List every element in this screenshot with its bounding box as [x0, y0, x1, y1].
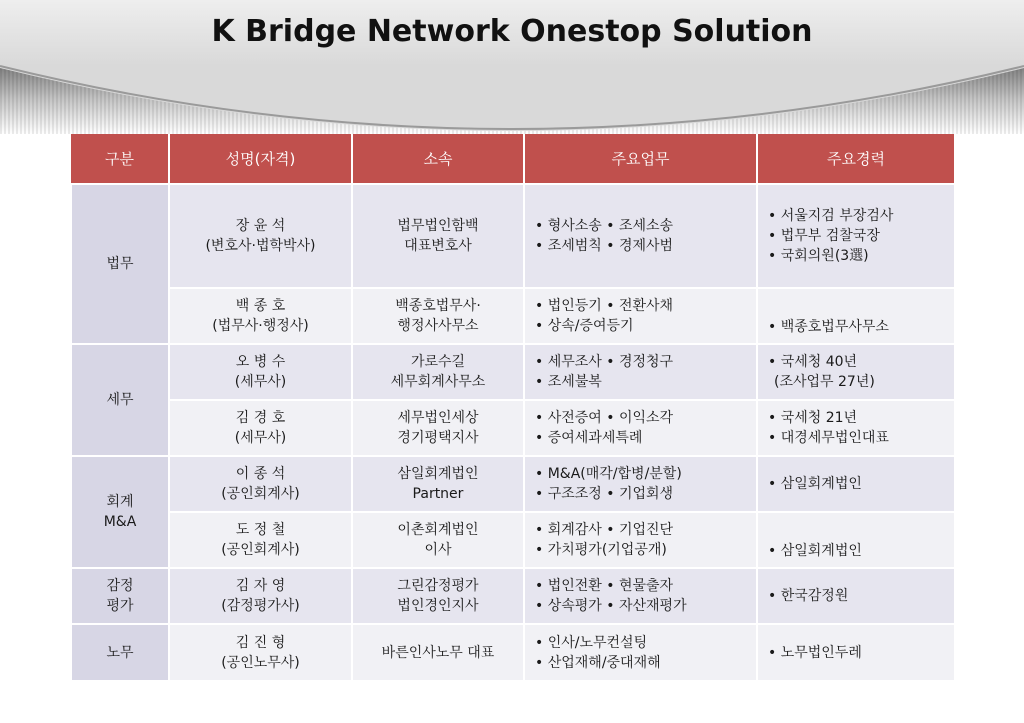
person-name: 오 병 수: [235, 354, 286, 370]
person-qualification: (공인회계사): [221, 486, 300, 502]
career-item: • 국세청 21년: [768, 408, 954, 428]
duties-cell: [524, 624, 757, 681]
career-cell: [757, 624, 955, 681]
person-name: 백 종 호: [235, 298, 286, 314]
career-item: • 국세청 40년: [768, 352, 954, 372]
affiliation-line: 가로수길: [410, 354, 466, 370]
name-cell: [169, 512, 352, 568]
career-item: (조사업무 27년): [774, 374, 875, 390]
table-row: [71, 568, 955, 624]
career-cell: [757, 400, 955, 456]
table-row: [71, 624, 955, 681]
person-name: 장 윤 석: [235, 218, 286, 234]
person-qualification: (감정평가사): [221, 598, 300, 614]
table-row: [71, 288, 955, 344]
category-labor: 노무: [71, 624, 169, 681]
person-qualification: (세무사): [234, 430, 287, 446]
career-cell: [757, 344, 955, 400]
duty-item: • 법인등기 • 전환사채: [535, 296, 756, 316]
table-row: [71, 184, 955, 288]
career-item: • 노무법인두레: [768, 643, 954, 663]
duty-item: • 가치평가(기업공개): [535, 540, 756, 560]
person-qualification: (공인회계사): [221, 542, 300, 558]
affiliation-line: 백종호법무사·: [395, 298, 481, 314]
duty-item: • 조세불복: [535, 372, 756, 392]
duty-item: • 인사/노무컨설팅: [535, 633, 756, 653]
person-name: 김 자 영: [235, 578, 286, 594]
person-qualification: (세무사): [234, 374, 287, 390]
duties-cell: [524, 184, 757, 288]
career-item: • 백종호법무사무소: [768, 317, 954, 337]
career-item: • 서울지검 부장검사: [768, 206, 954, 226]
duty-item: • M&A(매각/합병/분할): [535, 464, 756, 484]
duty-item: • 사전증여 • 이익소각: [535, 408, 756, 428]
affiliation-line: 법인경인지사: [397, 598, 479, 614]
affiliation-cell: [352, 288, 524, 344]
duties-cell: [524, 456, 757, 512]
duties-cell: [524, 568, 757, 624]
career-item: • 삼일회계법인: [768, 474, 954, 494]
affiliation-line: 바른인사노무 대표: [381, 644, 495, 661]
person-name: 김 경 호: [235, 410, 286, 426]
duty-item: • 회계감사 • 기업진단: [535, 520, 756, 540]
header-duties: 주요업무: [524, 134, 757, 184]
person-name: 이 종 석: [235, 466, 286, 482]
duty-item: • 조세범칙 • 경제사범: [535, 236, 756, 256]
affiliation-line: 세무회계사무소: [390, 374, 486, 390]
table-header-row: [71, 134, 955, 184]
affiliation-line: 대표변호사: [404, 238, 472, 254]
career-item: • 국회의원(3選): [768, 246, 954, 266]
table-row: [71, 456, 955, 512]
affiliation-line: 법무법인함백: [397, 218, 479, 234]
person-qualification: (공인노무사): [221, 654, 300, 671]
career-cell: [757, 512, 955, 568]
category-accounting-ma: 회계 M&A: [71, 456, 169, 568]
career-cell: [757, 288, 955, 344]
career-item: • 한국감정원: [768, 586, 954, 606]
duty-item: • 세무조사 • 경정청구: [535, 352, 756, 372]
duty-item: • 상속평가 • 자산재평가: [535, 596, 756, 616]
affiliation-line: Partner: [412, 486, 464, 502]
affiliation-line: 경기평택지사: [397, 430, 479, 446]
category-tax: 세무: [71, 344, 169, 456]
header-career: 주요경력: [757, 134, 955, 184]
career-cell: [757, 184, 955, 288]
header-name: 성명(자격): [169, 134, 352, 184]
name-cell: [169, 624, 352, 681]
affiliation-cell: [352, 184, 524, 288]
duty-item: • 상속/증여등기: [535, 316, 756, 336]
duties-cell: [524, 512, 757, 568]
affiliation-cell: [352, 400, 524, 456]
person-name: 도 정 철: [235, 522, 286, 538]
table-row: [71, 344, 955, 400]
affiliation-line: 행정사사무소: [397, 318, 479, 334]
affiliation-cell: [352, 512, 524, 568]
specialists-table: [70, 134, 956, 682]
name-cell: [169, 456, 352, 512]
category-legal: 법무: [71, 184, 169, 344]
table-row: [71, 512, 955, 568]
affiliation-line: 이사: [424, 542, 452, 558]
affiliation-line: 삼일회계법인: [397, 466, 479, 482]
duties-cell: [524, 288, 757, 344]
header-affiliation: 소속: [352, 134, 524, 184]
career-item: • 대경세무법인대표: [768, 428, 954, 448]
career-item: • 삼일회계법인: [768, 541, 954, 561]
affiliation-cell: [352, 568, 524, 624]
duties-cell: [524, 344, 757, 400]
career-cell: [757, 568, 955, 624]
name-cell: [169, 568, 352, 624]
duty-item: • 법인전환 • 현물출자: [535, 576, 756, 596]
duties-cell: [524, 400, 757, 456]
duty-item: • 산업재해/중대재해: [535, 653, 756, 673]
career-cell: [757, 456, 955, 512]
duty-item: • 증여세과세특례: [535, 428, 756, 448]
table-row: [71, 400, 955, 456]
header-category: 구분: [71, 134, 169, 184]
name-cell: [169, 184, 352, 288]
duty-item: • 구조조정 • 기업회생: [535, 484, 756, 504]
page-title: K Bridge Network Onestop Solution: [211, 13, 813, 49]
dome-decoration: [0, 64, 1024, 134]
person-qualification: (변호사·법학박사): [205, 238, 316, 254]
duty-item: • 형사소송 • 조세소송: [535, 216, 756, 236]
person-qualification: (법무사·행정사): [212, 318, 309, 334]
affiliation-line: 그린감정평가: [397, 578, 479, 594]
name-cell: [169, 288, 352, 344]
affiliation-cell: [352, 344, 524, 400]
affiliation-line: 이촌회계법인: [397, 522, 479, 538]
person-name: 김 진 형: [235, 634, 286, 651]
category-appraisal: 감정 평가: [71, 568, 169, 624]
name-cell: [169, 400, 352, 456]
affiliation-cell: [352, 624, 524, 681]
affiliation-cell: [352, 456, 524, 512]
affiliation-line: 세무법인세상: [397, 410, 479, 426]
name-cell: [169, 344, 352, 400]
career-item: • 법무부 검찰국장: [768, 226, 954, 246]
